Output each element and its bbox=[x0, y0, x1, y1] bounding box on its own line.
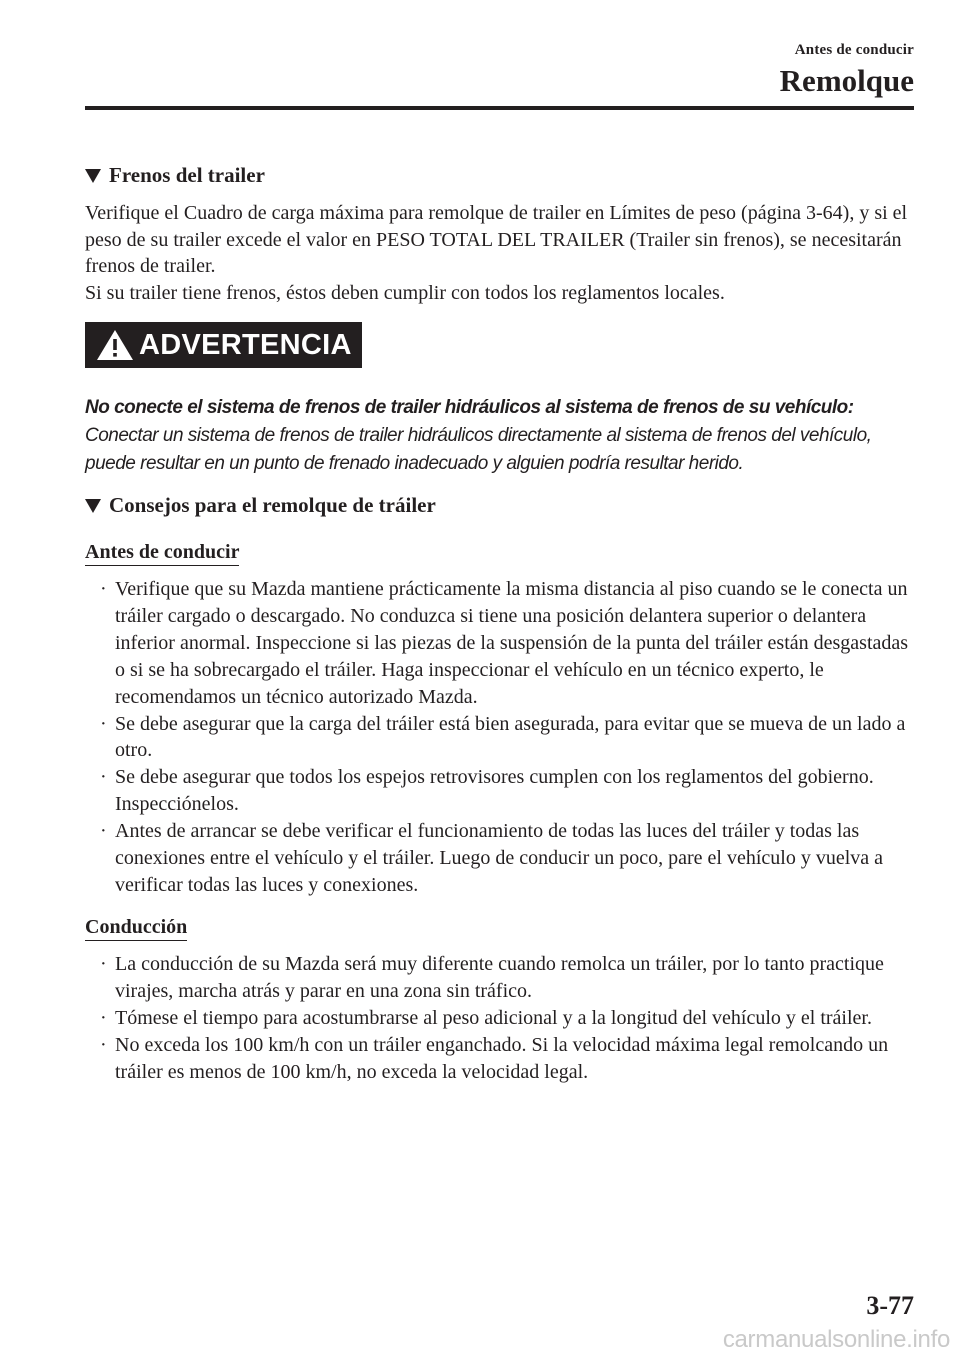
list-item: · No exceda los 100 km/h con un tráiler enganchado. Si la velocidad máxima legal remolcando un tráiler es menos de 100 km/h, no exceda la velocidad legal. bbox=[100, 1032, 914, 1086]
paragraph: Verifique el Cuadro de carga máxima para remolque de trailer en Límites de peso (página 3-64), y si el peso de su trailer excede el valor en PESO TOTAL DEL TRAILER (Trailer sin frenos), se necesitarán frenos de trailer. bbox=[85, 202, 908, 277]
header-divider bbox=[85, 106, 914, 110]
running-header bbox=[780, 42, 914, 98]
triangle-down-icon bbox=[85, 169, 101, 183]
list-item: · Verifique que su Mazda mantiene prácticamente la misma distancia al piso cuando se le conecta un tráiler cargado o descargado. No conduzca si tiene una posición delantera superior o delantera inferior anormal. Inspeccione si las piezas de la suspensión de la punta del tráiler están desgastadas o si se ha sobrecargado el tráiler. Haga inspeccionar el vehículo en un técnico experto, le recomendamos un técnico autorizado Mazda. bbox=[100, 576, 914, 711]
paragraph: Si su trailer tiene frenos, éstos deben cumplir con todos los reglamentos locales. bbox=[85, 281, 725, 304]
triangle-down-icon bbox=[85, 499, 101, 513]
list-item: · Se debe asegurar que todos los espejos retrovisores cumplen con los reglamentos del gobierno. Inspecciónelos. bbox=[100, 764, 914, 818]
list-item: · Tómese el tiempo para acostumbrarse al peso adicional y a la longitud del vehículo y el tráiler. bbox=[100, 1005, 914, 1032]
subheading-driving: Conducción bbox=[85, 915, 187, 941]
page-number: 3-77 bbox=[866, 1291, 914, 1320]
bullet-list-driving bbox=[85, 951, 914, 1086]
warning-body: Conectar un sistema de frenos de trailer hidráulicos directamente al sistema de frenos del vehículo, puede resultar en un punto de frenado inadecuado y alguien podría resultar herido. bbox=[85, 425, 872, 474]
bullet-list-before-driving bbox=[85, 576, 914, 899]
warning-triangle-icon bbox=[95, 327, 135, 363]
watermark: carmanualsonline.info bbox=[722, 1326, 950, 1353]
section-heading-trailer-brakes: Frenos del trailer bbox=[85, 160, 914, 190]
warning-block bbox=[85, 394, 914, 478]
chapter-title: Antes de conducir bbox=[794, 42, 914, 58]
list-item: · La conducción de su Mazda será muy diferente cuando remolca un tráiler, por lo tanto practique virajes, marcha atrás y parar en una zona sin tráfico. bbox=[100, 951, 914, 1005]
section-title: Remolque bbox=[779, 63, 914, 98]
page-content bbox=[85, 160, 914, 1091]
warning-badge bbox=[85, 322, 362, 368]
subheading-before-driving: Antes de conducir bbox=[85, 540, 239, 566]
warning-title: No conecte el sistema de frenos de trailer hidráulicos al sistema de frenos de su vehículo: bbox=[85, 397, 854, 418]
list-item: · Antes de arrancar se debe verificar el funcionamiento de todas las luces del tráiler y todas las conexiones entre el vehículo y el tráiler. Luego de conducir un poco, pare el vehículo y vuelva a verificar todas las luces y conexiones. bbox=[100, 818, 914, 899]
list-item: · Se debe asegurar que la carga del tráiler está bien asegurada, para evitar que se mueva de un lado a otro. bbox=[100, 711, 914, 765]
warning-label: ADVERTENCIA bbox=[139, 328, 352, 361]
section-heading-towing-tips: Consejos para el remolque de tráiler bbox=[85, 490, 914, 520]
